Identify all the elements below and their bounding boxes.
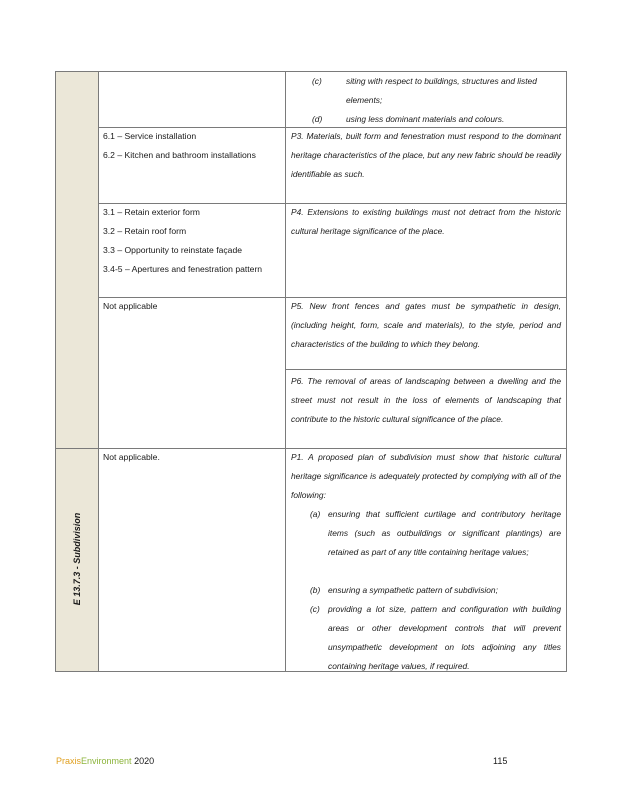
list-text: elements; [346,95,383,105]
list-item: 3.4-5 – Apertures and fenestration pattern [103,264,263,274]
brand-part2: Environment [81,756,132,766]
section-label-subdivision: E 13.7.3 - Subdivision [72,512,82,606]
footer-year: 2020 [134,756,155,766]
column-divider [285,72,286,671]
list-text: providing a lot size, pattern and configuration with building areas or other development controls that will prevent unsympathetic development on lots adjoining any titles containing heritage values, if required. [328,604,561,671]
list-label: (c) [310,604,320,614]
list-label: (d) [312,114,323,124]
row-3-items [103,203,262,279]
list-item: 6.2 – Kitchen and bathroom installations [103,150,256,160]
list-label: (b) [310,585,321,595]
section-column [56,72,98,671]
row-5-intro: P1. A proposed plan of subdivision must show that historic cultural heritage significance is adequately protected by complying with all of the following: [291,452,561,500]
list-text: ensuring a sympathetic pattern of subdivision; [328,585,498,595]
row-4-requirement-p6: P6. The removal of areas of landscaping between a dwelling and the street must not result in the loss of elements of landscaping that contribute to the historic cultural significance of the place. [291,376,561,424]
row-4-requirement-p5: P5. New front fences and gates must be sympathetic in design, (including height, form, scale and materials), to the style, period and characteristics of the building to which they belong. [291,301,561,349]
list-label: (a) [310,509,321,519]
row-2-requirement: P3. Materials, built form and fenestration must respond to the dominant heritage characteristics of the place, but any new fabric should be readily identifiable as such. [291,131,562,179]
row-5-items [103,448,160,467]
row-divider [285,369,566,370]
brand-part1: Praxis [56,756,82,766]
list-text: using less dominant materials and colours. [346,114,505,124]
list-item: Not applicable [103,301,158,311]
section-cell-upper [56,72,98,449]
list-item: 3.1 – Retain exterior form [103,207,200,217]
footer-brand [56,756,154,766]
list-text: ensuring that sufficient curtilage and contributory heritage items (such as outbuildings or significant plantings) are retained as part of any title containing heritage values; [328,509,561,557]
list-text: siting with respect to buildings, structures and listed [346,76,537,86]
list-label: (c) [312,76,322,86]
row-4-items [103,297,157,316]
heritage-table [55,71,567,672]
list-item: 6.1 – Service installation [103,131,197,141]
column-divider [98,72,99,671]
list-item: 3.3 – Opportunity to reinstate façade [103,245,243,255]
section-cell-subdivision [56,449,98,671]
row-2-items [103,127,256,165]
page-number: 115 [493,756,508,766]
row-3-requirement: P4. Extensions to existing buildings must not detract from the historic cultural heritage significance of the place. [291,207,561,236]
list-item: Not applicable. [103,452,160,462]
list-item: 3.2 – Retain roof form [103,226,187,236]
